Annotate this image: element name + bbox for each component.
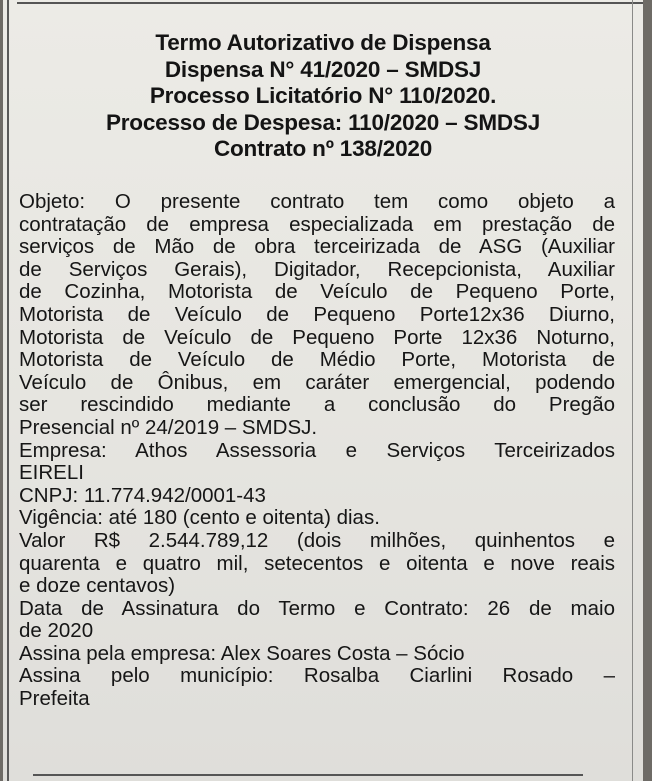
header-processo-despesa: Processo de Despesa: 110/2020 – SMDSJ <box>105 109 541 135</box>
document-page <box>3 0 643 781</box>
assina-municipio-paragraph <box>19 665 615 710</box>
vigencia-line: Vigência: até 180 (cento e oitenta) dias. <box>19 506 380 530</box>
assina-empresa-line: Assina pela empresa: Alex Soares Costa – Sócio <box>19 641 465 665</box>
objeto-line: Motorista de Veículo de Pequeno Porte 12x36 Noturno, <box>19 325 615 349</box>
document-body <box>19 191 615 711</box>
objeto-line: Motorista de Veículo de Médio Porte, Motorista de <box>19 348 615 372</box>
header-title: Termo Autorizativo de Dispensa <box>155 30 491 55</box>
empresa-line: EIRELI <box>19 461 84 485</box>
objeto-line: serviços de Mão de obra terceirizada de ASG (Auxiliar <box>19 235 615 259</box>
valor-paragraph <box>19 530 615 598</box>
objeto-paragraph <box>19 191 615 440</box>
header-dispensa: Dispensa N° 41/2020 – SMDSJ <box>164 56 482 82</box>
data-assinatura-line: de 2020 <box>19 619 94 643</box>
objeto-line: de Cozinha, Motorista de Veículo de Pequeno Porte, <box>19 280 615 304</box>
header-contrato: Contrato nº 138/2020 <box>213 136 433 161</box>
objeto-line: ser rescindido mediante a conclusão do Pregão <box>19 393 615 417</box>
top-border-line <box>17 2 643 4</box>
objeto-line: Veículo de Ônibus, em caráter emergencial, podendo <box>19 370 615 394</box>
assina-municipio-line: Assina pelo município: Rosalba Ciarlini Rosado – <box>19 664 615 688</box>
assina-municipio-line: Prefeita <box>19 687 90 711</box>
document-header <box>3 30 643 163</box>
data-assinatura-line: Data de Assinatura do Termo e Contrato: 26 de maio <box>19 596 615 620</box>
objeto-line: Motorista de Veículo de Pequeno Porte12x36 Diurno, <box>19 302 615 326</box>
objeto-line: Presencial nº 24/2019 – SMDSJ. <box>19 415 318 439</box>
data-assinatura-paragraph <box>19 598 615 643</box>
header-processo-licitatorio: Processo Licitatório N° 110/2020. <box>149 83 497 108</box>
empresa-line: Empresa: Athos Assessoria e Serviços Terceirizados <box>19 438 615 462</box>
cnpj-line: CNPJ: 11.774.942/0001-43 <box>19 483 266 507</box>
valor-line: Valor R$ 2.544.789,12 (dois milhões, quinhentos e <box>19 528 615 552</box>
valor-line: e doze centavos) <box>19 574 176 598</box>
empresa-paragraph <box>19 440 615 485</box>
objeto-line: contratação de empresa especializada em prestação de <box>19 212 615 236</box>
objeto-line: Objeto: O presente contrato tem como objeto a <box>19 190 615 213</box>
objeto-line: de Serviços Gerais), Digitador, Recepcionista, Auxiliar <box>19 257 615 281</box>
valor-line: quarenta e quatro mil, setecentos e oitenta e nove reais <box>19 551 615 575</box>
bottom-border-line <box>33 774 583 776</box>
